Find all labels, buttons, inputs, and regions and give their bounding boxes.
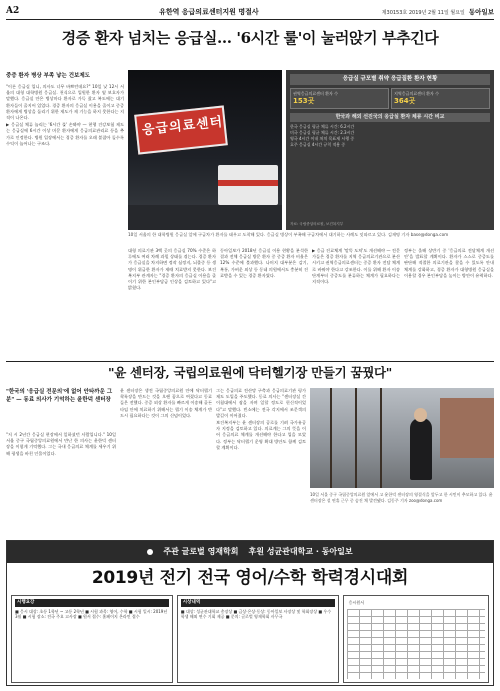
article1-paragraph: ▶ 응급실 체류 늘리는 '6시간 룰' 손봐야 — 현행 건강보험 제도는 응급실에 6시간 이상 머문 환자에게 응급의료관리료 등을 추가로 인정한다. 병원 입장에서는 경증 환자를 오래 붙잡아 둘수록 수익이 늘어나는 구조다. <box>6 122 124 146</box>
ad-form-heading: 응시원서 <box>348 600 365 605</box>
ad-body <box>11 595 489 683</box>
section-title: 유한역 응급의료센터지원 명절사 <box>159 7 259 16</box>
infobox-label: 권역응급의료센터 환자 수 <box>293 91 339 97</box>
infobox-cell <box>391 88 490 109</box>
article2-paragraph: 그는 응급의료 전산망 구축과 응급의료기관 평가 제도 도입을 주도했다. 동료 의사는 "센터장실 간이침대에서 잠을 자며 일할 정도로 헌신적이었다"고 말했다. 빈소에는 전국 각지에서 조문객의 발길이 이어졌다. <box>216 388 306 418</box>
ad-info-box <box>177 595 339 683</box>
person-figure <box>410 418 432 480</box>
tree <box>380 388 382 488</box>
article2-paragraph: 보건복지부는 윤 센터장의 공로를 기려 국가유공자 지정을 검토하고 있다. 의료계는 그의 뜻을 이어 응급의료 체계를 개선해야 한다고 입을 모았다. 정부는 닥터헬기 운영 확대 방안도 함께 검토할 계획이다. <box>216 420 306 450</box>
newspaper-logo: 동아일보 <box>468 8 494 17</box>
ambulance-stripe <box>218 180 278 186</box>
infobox <box>286 70 494 230</box>
article2-paragraph: 윤 센터장은 생전 국립중앙의료원 안에 닥터헬기 착륙장을 만드는 것을 오랜 꿈으로 여겼다고 동료들은 전했다. 중증 외상 환자를 빠르게 이송해 골든타임 안에 치료하기 위해서는 헬기 이송 체계가 반드시 필요하다는 것이 그의 신념이었다. <box>120 388 212 418</box>
ad-sponsor: 후원 성균관대학교 · 동아일보 <box>248 546 353 556</box>
article1-paragraph: 대형 의료기관 3백 곳의 응급실 70% 수준은 하루에도 여러 차례 과밀 상태를 겪는다. 경증 환자가 응급실을 차지하면 정작 심정지, 뇌졸중 등 생명이 위급한 환자가 제때 치료받지 못한다. 보건복지부 관계자는 "경증 환자의 응급실 이용을 줄이기 위한 본인부담금 인상을 검토하고 있다"고 밝혔다. <box>128 248 216 291</box>
er-photo <box>128 70 282 230</box>
article2-subhead: "한국의 '응급실 전문의'에 없어 안타까운 그분" — 동료 의사가 기억하는 윤한덕 센터장 <box>6 389 113 403</box>
ad-box-text: ■ 응시 대상: 초등 1학년 ~ 고등 2학년 ■ 시험 과목: 영어, 수학 ■ 시험 일시: 2019년 3월 ■ 시험 장소: 전국 주요 고사장 ■ 원서 접수: 홈페이지 온라인 접수 <box>15 608 168 620</box>
page-header <box>6 6 494 20</box>
article1-photo-caption: 10일 서울의 한 대학병원 응급실 앞에 구급차가 환자를 태우고 도착해 있다. 응급실 병상이 부족해 구급차에서 대기하는 사례도 잇따르고 있다. 김재명 기자 base@donga.com <box>128 232 449 237</box>
article1-column-4 <box>312 248 400 358</box>
er-sign-text: 응급의료센터 <box>141 114 224 139</box>
article1-paragraph: 정부는 올해 상반기 중 '응급의료 전달체계 개선안'을 발표할 계획이다. 환자가 스스로 중증도를 판단해 적절한 의료기관을 찾을 수 있도록 안내 체계를 강화하고, 경증 환자가 대형병원 응급실을 이용할 경우 본인부담을 높이는 방안이 유력하다. <box>404 248 494 278</box>
article2-column-2 <box>120 388 212 532</box>
form-grid[interactable] <box>347 609 485 679</box>
ad-title: 2019년 전기 전국 영어/수학 학력경시대회 <box>91 568 409 588</box>
infobox-title: 응급실 규모별 취약 응급질환 환자 현황 <box>290 74 490 85</box>
tree <box>355 388 357 488</box>
ad-application-form[interactable] <box>343 595 489 683</box>
ad-host: 주관 글로벌 영재학회 <box>163 546 239 556</box>
page-number: A2 <box>6 5 20 16</box>
article1-column-2 <box>128 248 216 358</box>
infobox-list <box>290 124 490 148</box>
infobox-value: 364곳 <box>394 96 416 105</box>
infobox-source: 자료: 국립중앙의료원, 보건복지부 <box>290 222 344 227</box>
article1-column-3 <box>220 248 308 358</box>
contest-advertisement[interactable] <box>6 540 494 686</box>
article2-column-1 <box>6 432 116 532</box>
article1-paragraph: "이른 응급실 입니, 의사도 너무 바쁘던데요?" 10일 낮 12시 서울의 대형 대학병원 응급실. 천식으로 입원한 환자 옆 보호자가 말했다. 응급실 안은 병상마다 환자로 가득 찼고 복도에는 대기 환자들이 줄지어 있었다. 경증 환자의 응급실 이용을 줄이고 중증 환자에게 병상을 돌리기 위한 제도가 제 기능을 하지 못한다는 지적이 나온다. <box>6 84 124 121</box>
memorial-photo <box>310 388 494 488</box>
article2-column-3 <box>216 388 306 532</box>
ground <box>128 205 282 230</box>
tree <box>330 388 332 488</box>
infobox-value: 153곳 <box>293 96 315 105</box>
infobox-cell <box>290 88 389 109</box>
article2-headline[interactable]: "윤 센터장, 국립의료원에 닥터헬기장 만들기 꿈꿨다" <box>107 365 392 380</box>
article1-column-5 <box>404 248 494 358</box>
article1-paragraph: 동아일보가 2018년 응급실 이용 현황을 분석한 결과 전체 응급실 방문 환자 중 중증 환자 비율은 12% 수준에 불과했다. 나머지 대부분은 감기, 복통, 가벼운 외상 등 동네 의원에서도 충분히 진료받을 수 있는 경증 환자였다. <box>220 248 308 278</box>
infobox-list-item: 한국 응급실 평균 체류 시간: 6.2시간 <box>290 124 355 129</box>
infobox-label: 지역응급의료센터 환자 수 <box>394 91 440 97</box>
building <box>440 398 494 458</box>
infobox-row <box>290 88 490 109</box>
ad-info-box <box>11 595 173 683</box>
ad-banner <box>7 541 493 563</box>
article1-column-1 <box>6 84 124 360</box>
infobox-list-item: 영국 4시간 이내 처치 목표제 시행 중 <box>290 136 355 141</box>
article2-photo-caption: 10일 서울 중구 국립중앙의료원 앞에서 고 윤한덕 센터장의 영결식을 앞두고 한 시민이 추모하고 있다. 윤 센터장은 설 연휴 근무 중 숨진 채 발견됐다. 김동주 기자 zoo@donga.com <box>310 492 493 503</box>
ad-box-heading: 시상내역 <box>181 599 335 607</box>
article2-paragraph: "저 시 2년간 응급실 현장에서 일하셨던 사람입니다." 10일 서울 중구 국립중앙의료원에서 만난 한 의사는 윤한덕 센터장을 이렇게 기억했다. 그는 국내 응급의료 체계를 세우기 위해 평생을 바친 인물이었다. <box>6 432 116 456</box>
section-divider <box>6 361 494 362</box>
article1-subhead: 중증 환자 병상 부족 낳는 건보제도 <box>6 73 90 79</box>
ad-box-heading: 시행요강 <box>15 599 169 607</box>
article1-paragraph: ▶ 응급 진료체계 '말뚝 도처'도 개선해야 — 전문가들은 경증 환자를 지역 응급의료기관으로 분산시키고 권역응급의료센터는 중증 환자 전담 체계로 바꿔야 한다고 강조한다. 이를 위해 환자 이송 단계부터 중증도를 분류하는 체계가 필요하다는 지적이다. <box>312 248 400 285</box>
infobox-list-item: 호주 응급실 4시간 규칙 적용 중 <box>290 142 346 147</box>
circle-icon <box>147 549 153 555</box>
article1-headline[interactable]: 경증 환자 넘치는 응급실… '6시간 룰'이 눌러앉기 부추긴다 <box>61 29 439 47</box>
infobox-subtitle: 한국과 해외 선진국의 응급실 환자 체류 시간 비교 <box>290 113 490 122</box>
issue-meta: 제30153호 2019년 2월 11일 월요일 <box>381 10 465 17</box>
ad-box-text: ■ 대상: 성균관대학교 총장상 ■ 금상·은상·동상: 동아일보 사장상 및 학회장상 ■ 우수 학생 해외 연수 기회 제공 ■ 문의: 글로벌 영재학회 사무국 <box>180 608 332 620</box>
infobox-list-item: 미국 응급실 평균 체류 시간: 2.3시간 <box>290 130 355 135</box>
person-head <box>414 408 427 422</box>
